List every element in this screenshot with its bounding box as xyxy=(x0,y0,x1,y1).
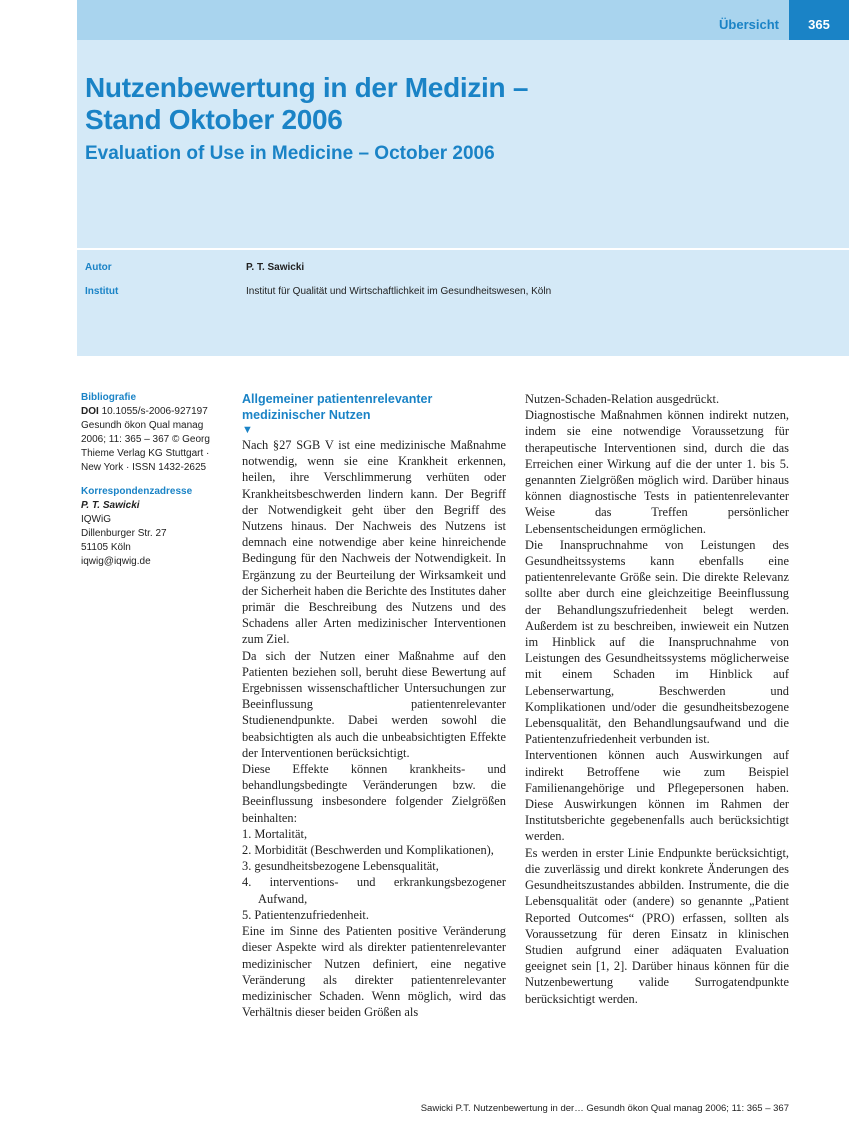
paragraph-continued: Nutzen-Schaden-Relation ausgedrückt. xyxy=(525,392,720,406)
bibliography-heading: Bibliografie xyxy=(81,392,137,403)
page-number: 365 xyxy=(789,0,849,40)
institute-value: Institut für Qualität und Wirtschaftlichkeit im Gesundheitswesen, Köln xyxy=(246,286,552,297)
footer-citation: Sawicki P.T. Nutzenbewertung in der… Gesundh ökon Qual manag 2006; 11: 365 – 367 xyxy=(420,1103,789,1114)
outcome-list xyxy=(242,826,506,923)
list-item: 5. Patientenzufriedenheit. xyxy=(242,907,369,922)
list-item: 2. Morbidität (Beschwerden und Komplikationen), xyxy=(242,843,494,858)
text-column-2 xyxy=(525,391,789,1007)
list-item: 3. gesundheitsbezogene Lebensqualität, xyxy=(242,859,439,874)
author-label: Autor xyxy=(85,262,112,273)
title-line-1: Nutzenbewertung in der Medizin – xyxy=(85,72,529,103)
paragraph: Da sich der Nutzen einer Maßnahme auf den Patienten beziehen soll, beruht diese Bewertung auf Ergebnissen wissenschaftlicher Untersuchungen zur Beeinflussung patientenrelevanter Studienendpunkte. Dabei werden sowohl die beabsichtigten als auch die unbeabsichtigten Effekte der Interventionen berücksichtigt. xyxy=(242,648,506,760)
article-subtitle: Evaluation of Use in Medicine – October 2006 xyxy=(85,143,495,164)
article-title xyxy=(85,72,528,136)
biblio-line: New York · ISSN 1432-2625 xyxy=(81,462,207,473)
paragraph: Interventionen können auch Auswirkungen auf indirekt Betroffene wie zum Beispiel Familienangehörige und Pflegepersonen haben. Diese Auswirkungen können im Rahmen der Institutsberichte gegebenenfalls auch berücksichtigt werden. xyxy=(525,748,789,844)
paragraph: Die Inanspruchnahme von Leistungen des Gesundheitssystems kann ebenfalls eine patientenrelevante Größe sein. Die direkte Relevanz sollte aber durch eine gleichzeitige Beeinflussung der Behandlungszufriedenheit belegt werden. Außerdem ist zu beschreiben, inwieweit ein Nutzen im Hinblick auf die Inanspruchnahme von Leistungen des Gesundheitssystems möglicherweise mit einem Schaden im Hinblick auf Lebenserwartung, Beschwerden und Komplikationen und/oder die gesundheitsbezogene Lebensqualität, den Behandlungsaufwand und die Patientenzufriedenheit verbunden ist. xyxy=(525,537,789,747)
biblio-line: Gesundh ökon Qual manag xyxy=(81,420,204,431)
correspondence-name: P. T. Sawicki xyxy=(81,500,140,511)
doi-label: DOI xyxy=(81,406,99,417)
list-item: 1. Mortalität, xyxy=(242,826,308,841)
biblio-line: 2006; 11: 365 – 367 © Georg xyxy=(81,434,210,445)
address-line: Dillenburger Str. 27 xyxy=(81,528,167,539)
text-column-1 xyxy=(242,391,506,1020)
paragraph: Diese Effekte können krankheits- und behandlungsbedingte Veränderungen bzw. die Beeinflussung insbesondere folgender Zielgrößen beinhalten: xyxy=(242,762,506,825)
address-line: IQWiG xyxy=(81,514,111,525)
correspondence-heading: Korrespondenzadresse xyxy=(81,486,193,497)
triangle-marker-icon: ▼ xyxy=(242,424,253,436)
doi-line xyxy=(81,405,231,419)
title-line-2: Stand Oktober 2006 xyxy=(85,104,343,135)
paragraph: Eine im Sinne des Patienten positive Veränderung dieser Aspekte wird als direkter patientenrelevanter medizinischer Nutzen definiert, eine negative Veränderung als direkter patientenrelevanter medizinischer Schaden. Wenn möglich, wird das Verhältnis dieser beiden Größen als xyxy=(242,924,506,1020)
paragraph: Diagnostische Maßnahmen können indirekt nutzen, indem sie eine notwendige Voraussetzung für therapeutische Interventionen sind, durch die das Erreichen einer Wirkung auf die der unter 1. bis 5. genannten Zielgrößen möglich wird. Darüber hinaus können diagnostische Tests in patientenrelevanter Weise das Treffen persönlicher Lebensentscheidungen ermöglichen. xyxy=(525,408,789,536)
institute-label: Institut xyxy=(85,286,119,297)
paragraph: Nach §27 SGB V ist eine medizinische Maßnahme notwendig, wenn sie eine Krankheit erkennen, heilen, ihre Verschlimmerung verhüten oder Krankheitsbeschwerden lindern kann. Der Begriff der Notwendigkeit geht über den Begriff des Nutzens hinaus. Der Nachweis des Nutzens ist demnach eine notwendige aber keine hinreichende Bedingung für den Nachweis der Notwendigkeit. In Ergänzung zu der Beurteilung der Wirksamkeit und der Sicherheit haben die Berichte des Institutes daher primär die Beschreibung des Nutzens und des Schadens aller Arten medizinischer Interventionen zum Ziel. xyxy=(242,438,506,647)
section-heading: Allgemeiner patientenrelevanter medizinischer Nutzen xyxy=(242,392,433,422)
doi-value[interactable]: 10.1055/s-2006-927197 xyxy=(101,406,208,417)
section-label: Übersicht xyxy=(719,17,779,32)
address-line: 51105 Köln xyxy=(81,542,131,553)
biblio-line: Thieme Verlag KG Stuttgart · xyxy=(81,448,210,459)
author-value: P. T. Sawicki xyxy=(246,262,305,273)
list-item: 4. interventions- und erkrankungsbezogener Aufwand, xyxy=(242,875,506,906)
author-band xyxy=(77,250,849,356)
sidebar xyxy=(81,391,231,569)
email-link[interactable]: iqwig@iqwig.de xyxy=(81,556,151,567)
paragraph: Es werden in erster Linie Endpunkte berücksichtigt, die zuverlässig und direkt konkrete Änderungen des Gesundheitszustandes abbilden. Instrumente, die die Lebensqualität oder (andere) so genannte „Patient Reported Outcomes“ (PRO) erfassen, sollten als Voraussetzung für deren Einsatz in klinischen Studien aufgrund einer adäquaten Evaluation geeignet sein [1, 2]. Darüber hinaus können für die Nutzenbewertung valide Surrogatendpunkte berücksichtigt werden. xyxy=(525,845,789,1006)
